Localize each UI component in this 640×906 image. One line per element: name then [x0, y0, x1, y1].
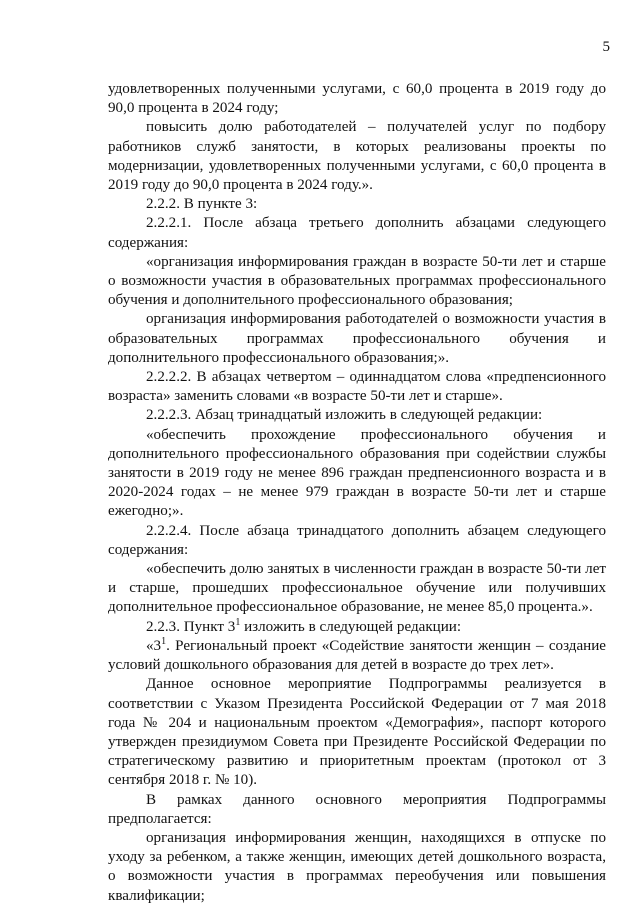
- paragraph: В рамках данного основного мероприятия Подпрограммы предполагается:: [108, 791, 606, 827]
- paragraph: [108, 618, 606, 637]
- paragraph: «обеспечить прохождение профессионального обучения и дополнительного профессионального образования при содействии службы занятости в 2019 году не менее 896 граждан предпенсионного возраста и в 2020-2024 годах – не менее 979 граждан в возрасте 50-ти лет и старше ежегодно;».: [108, 426, 606, 520]
- paragraph: «организация информирования граждан в возрасте 50-ти лет и старше о возможности участия в образовательных программах профессионального обучения и дополнительного профессионального образования;: [108, 253, 606, 309]
- page-number: 5: [602, 39, 610, 55]
- paragraph: удовлетворенных полученными услугами, с 60,0 процента в 2019 году до 90,0 процента в 2024 году;: [108, 81, 606, 117]
- paragraph: организация информирования женщин, находящихся в отпуске по уходу за ребенком, а также женщин, имеющих детей дошкольного возраста, о возможности участия в программах переобучения или повышения квалификации;: [108, 829, 606, 904]
- paragraph: Данное основное мероприятие Подпрограммы реализуется в соответствии с Указом Президента Российской Федерации от 7 мая 2018 года № 204 и национальным проектом «Демография», паспорт которого утвержден президиумом Совета при Президенте Российской Федерации по стратегическому развитию и приоритетным проектам (протокол от 3 сентября 2018 г. № 10).: [108, 676, 606, 789]
- paragraph-text: «3: [146, 637, 162, 654]
- paragraph-text: изложить в следующей редакции:: [240, 618, 462, 635]
- paragraph: повысить долю работодателей – получателей услуг по подбору работников служб занятости, в которых реализованы проекты по модернизации, удовлетворенных полученными услугами, с 60,0 процента в 2019 году до 90,0 процента в 2024 году.».: [108, 119, 606, 194]
- paragraph: «обеспечить долю занятых в численности граждан в возрасте 50-ти лет и старше, прошедших профессиональное обучение или получивших дополнительное профессиональное образование, не менее 85,0 процента.».: [108, 561, 606, 616]
- paragraph: 2.2.2. В пункте 3:: [146, 196, 258, 213]
- paragraph: 2.2.2.3. Абзац тринадцатый изложить в следующей редакции:: [146, 407, 543, 424]
- paragraph: 2.2.2.4. После абзаца тринадцатого дополнить абзацем следующего содержания:: [108, 522, 606, 558]
- paragraph: [108, 637, 606, 675]
- paragraph: 2.2.2.2. В абзацах четвертом – одиннадцатом слова «предпенсионного возраста» заменить словами «в возрасте 50-ти лет и старше».: [108, 369, 606, 405]
- paragraph-text: 2.2.3. Пункт 3: [146, 618, 236, 635]
- document-body: [108, 80, 606, 906]
- paragraph: 2.2.2.1. После абзаца третьего дополнить абзацами следующего содержания:: [108, 215, 606, 251]
- superscript: 1: [235, 616, 241, 628]
- superscript: 1: [161, 635, 167, 647]
- paragraph-text: . Региональный проект «Содействие занятости женщин – создание условий дошкольного образования для детей в возрасте до трех лет».: [108, 637, 606, 674]
- paragraph: организация информирования работодателей о возможности участия в образовательных программах профессионального обучения и дополнительного профессионального образования;».: [108, 311, 606, 366]
